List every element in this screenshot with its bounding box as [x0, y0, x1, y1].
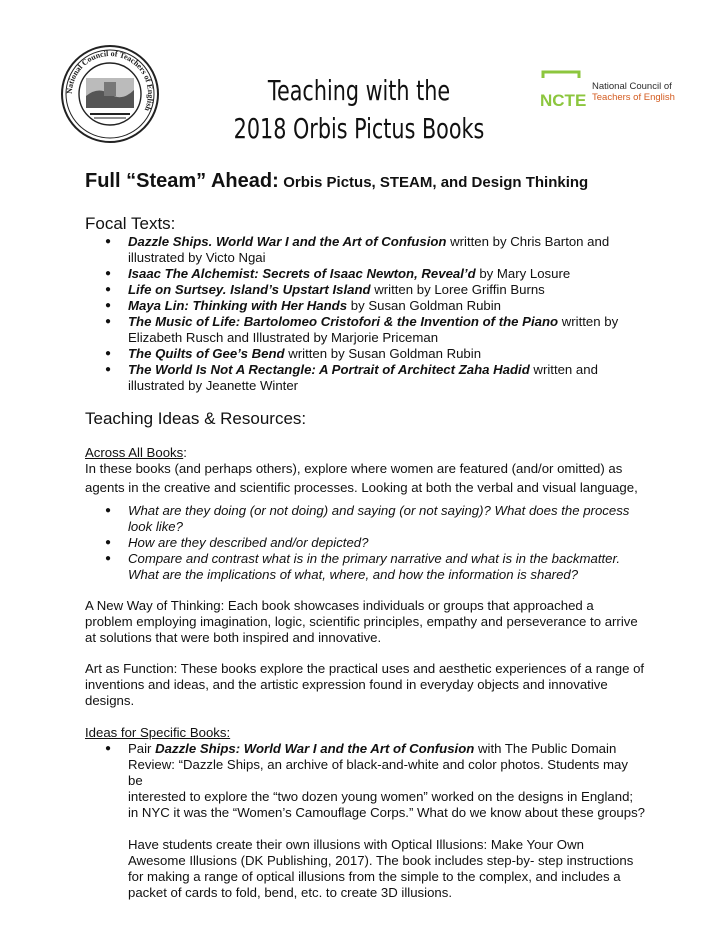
question-line-2: What are the implications of what, where, and how the information is shared?: [128, 567, 579, 582]
title-line-2: 2018 Orbis Pictus Books: [233, 112, 485, 145]
bullet-icon: ●: [105, 553, 112, 564]
art-function-line-2: inventions and ideas, and the artistic expression found in everyday objects and innovative: [85, 677, 608, 692]
specific-books-label: Ideas for Specific Books:: [85, 725, 231, 740]
new-way-line-1: A New Way of Thinking: Each book showcases individuals or groups that approached a: [85, 598, 594, 613]
new-way-line-3: at solutions that were both inspired and innovative.: [85, 630, 382, 645]
ncte-seal-logo: [60, 44, 160, 144]
ncte-abbr: NCTE: [540, 91, 587, 110]
ncte-org-line-2: Teachers of English: [592, 92, 675, 103]
question-line-1: What are they doing (or not doing) and saying (or not saying)? What does the process: [128, 503, 630, 518]
ncte-org-line-1: National Council of: [592, 81, 672, 92]
specific-line-1: Review: “Dazzle Ships, an archive of black-and-white and color photos. Students may be: [128, 757, 628, 788]
bullet-icon: ●: [105, 364, 112, 375]
book-title: Dazzle Ships. World War I and the Art of Confusion: [128, 234, 447, 249]
book-title: Life on Surtsey. Island’s Upstart Island: [128, 282, 371, 297]
book-credit: written and: [529, 362, 598, 377]
focal-texts-heading: Focal Texts:: [85, 214, 176, 233]
illusion-line-2: Awesome Illusions (DK Publishing, 2017). The book includes step-by- step instructions: [128, 853, 634, 868]
bullet-icon: ●: [105, 743, 112, 754]
question-item: [85, 551, 645, 583]
across-all-books-block: [85, 445, 645, 496]
specific-pre: Pair: [128, 741, 156, 756]
art-function-line-3: designs.: [85, 693, 135, 708]
across-all-books-label: Across All Books: [85, 445, 184, 460]
art-function-line-1: Art as Function: These books explore the practical uses and aesthetic experiences of a range of: [85, 661, 645, 676]
book-title: The Music of Life: Bartolomeo Cristofori & the Invention of the Piano: [128, 314, 559, 329]
focal-text-item: [85, 282, 645, 298]
illusion-line-3: for making a range of optical illusions from the simple to the complex, and includes a: [128, 869, 621, 884]
ncte-org-name: [592, 81, 675, 103]
questions-list: [85, 503, 645, 583]
focal-text-item: [85, 346, 645, 362]
book-title: Isaac The Alchemist: Secrets of Isaac Newton, Reveal’d: [128, 266, 476, 281]
section-headline: [85, 170, 588, 193]
focal-texts-list: [85, 234, 645, 394]
specific-books-block: [85, 725, 645, 901]
book-title: The World Is Not A Rectangle: A Portrait of Architect Zaha Hadid: [128, 362, 530, 377]
question-line-1: How are they described and/or depicted?: [128, 535, 369, 550]
new-way-paragraph: [85, 598, 645, 646]
list-item: [85, 741, 645, 901]
illusion-line-4: packet of cards to fold, bend, etc. to create 3D illusions.: [128, 885, 453, 900]
focal-text-item: [85, 234, 645, 266]
specific-line-3: in NYC it was the “Women’s Camouflage Corps.” What do we know about these groups?: [128, 805, 646, 820]
new-way-line-2: problem employing imagination, logic, scientific principles, empathy and perseverance to arrive: [85, 614, 638, 629]
bullet-icon: ●: [105, 284, 112, 295]
seal-text: National Council of Teachers of English: [64, 48, 156, 113]
across-line-1: In these books (and perhaps others), explore where women are featured (and/or omitted) as: [85, 461, 623, 476]
specific-title: Dazzle Ships: World War I and the Art of Confusion: [155, 741, 475, 756]
specific-post: with The Public Domain: [474, 741, 617, 756]
bullet-icon: ●: [105, 505, 112, 516]
bullet-icon: ●: [105, 300, 112, 311]
question-line-1: Compare and contrast what is in the primary narrative and what is in the backmatter.: [128, 551, 621, 566]
book-credit-cont: illustrated by Victo Ngai: [128, 250, 266, 265]
focal-text-item: [85, 266, 645, 282]
bullet-icon: ●: [105, 268, 112, 279]
book-credit: by Susan Goldman Rubin: [347, 298, 502, 313]
book-credit: written by Chris Barton and: [446, 234, 610, 249]
ncte-mark-icon: [537, 70, 587, 114]
book-credit: written by: [558, 314, 619, 329]
question-item: [85, 503, 645, 535]
focal-text-item: [85, 362, 645, 394]
ncte-logo: [537, 70, 687, 114]
book-credit-cont: illustrated by Jeanette Winter: [128, 378, 299, 393]
focal-text-item: [85, 314, 645, 346]
bullet-icon: ●: [105, 348, 112, 359]
across-colon: :: [183, 445, 187, 460]
illusion-line-1: Have students create their own illusions with Optical Illusions: Make Your Own: [128, 837, 584, 852]
across-line-2: agents in the creative and scientific processes. Looking at both the verbal and visual language,: [85, 480, 638, 495]
headline-main: Full “Steam” Ahead:: [85, 170, 279, 192]
book-credit: written by Loree Griffin Burns: [370, 282, 545, 297]
bullet-icon: ●: [105, 236, 112, 247]
headline-sub: Orbis Pictus, STEAM, and Design Thinking: [283, 174, 589, 191]
bullet-icon: ●: [105, 316, 112, 327]
focal-text-item: [85, 298, 645, 314]
art-function-paragraph: [85, 661, 645, 709]
specific-line-2: interested to explore the “two dozen young women” worked on the designs in England;: [128, 789, 634, 804]
question-item: [85, 535, 645, 551]
bullet-icon: ●: [105, 537, 112, 548]
book-title: Maya Lin: Thinking with Her Hands: [128, 298, 348, 313]
title-line-1: Teaching with the: [267, 74, 451, 107]
page-title: [204, 72, 513, 148]
question-line-2: look like?: [128, 519, 183, 534]
book-credit: by Mary Losure: [475, 266, 571, 281]
book-title: The Quilts of Gee’s Bend: [128, 346, 285, 361]
book-credit: written by Susan Goldman Rubin: [284, 346, 482, 361]
book-credit-cont: Elizabeth Rusch and Illustrated by Marjorie Priceman: [128, 330, 439, 345]
teaching-ideas-heading: Teaching Ideas & Resources:: [85, 409, 307, 428]
